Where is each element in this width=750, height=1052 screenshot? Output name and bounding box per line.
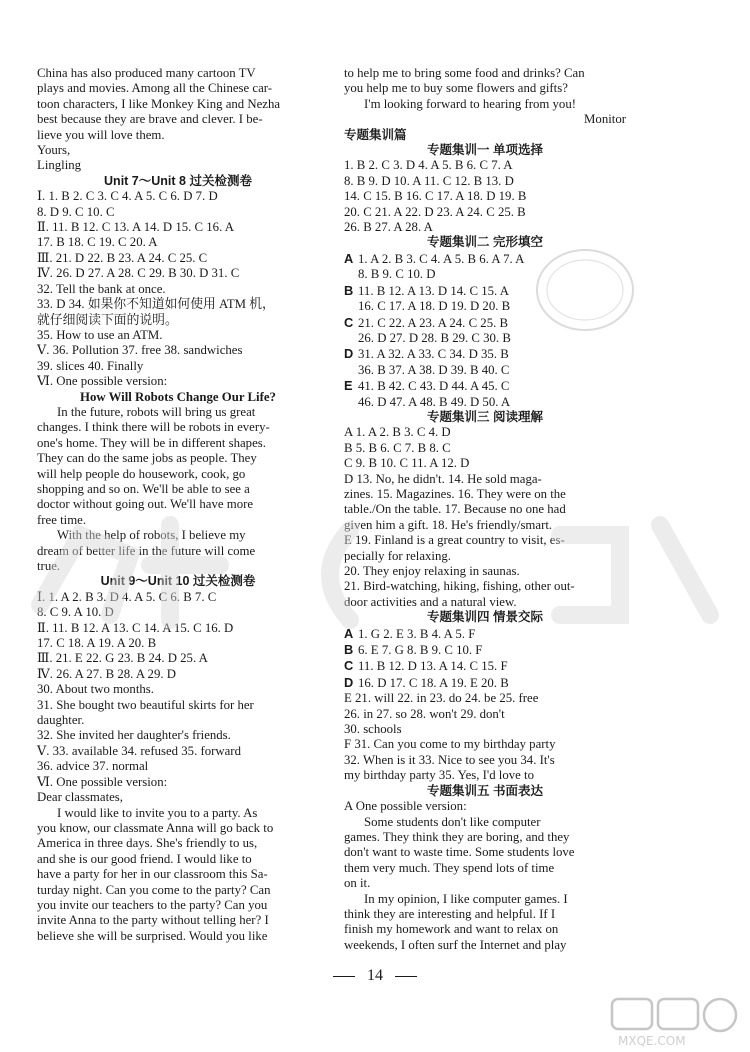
answer-line: Ⅵ. One possible version: xyxy=(37,774,168,789)
letter-line: America in three days. She's friendly to us, xyxy=(37,836,258,851)
left-column xyxy=(37,66,319,944)
answer-line: A One possible version: xyxy=(344,799,467,814)
letter-line: believe she will be surprised. Would you like xyxy=(37,928,268,943)
answer-text: 16. C 17. A 18. D 19. D 20. B xyxy=(358,299,511,314)
group-label: D xyxy=(344,346,354,362)
answer-line xyxy=(344,315,626,331)
letter-line: and she is our good friend. I would like to xyxy=(37,851,252,866)
answer-line: 39. slices 40. Finally xyxy=(37,358,144,373)
letter-line: have a party for her in our classroom this Sa- xyxy=(37,867,268,882)
unit-title: Unit 9～Unit 10 过关检测卷 xyxy=(100,574,256,589)
answer-line: 26. in 27. so 28. won't 29. don't xyxy=(344,706,505,721)
answer-text: 16. D 17. C 18. A 19. E 20. B xyxy=(358,675,509,690)
answer-text: 1. G 2. E 3. B 4. A 5. F xyxy=(358,626,476,641)
answer-text: 36. B 37. A 38. D 39. B 40. C xyxy=(358,362,510,377)
answer-text: 11. B 12. A 13. D 14. C 15. A xyxy=(358,283,509,298)
topic-title: 专题集训二 完形填空 xyxy=(427,235,543,250)
answer-line: 8. B 9. D 10. A 11. C 12. B 13. D xyxy=(344,173,514,188)
group-label: A xyxy=(344,250,354,266)
answer-line: 17. C 18. A 19. A 20. B xyxy=(37,636,157,651)
page-number xyxy=(0,968,750,983)
essay-title: How Will Robots Change Our Life? xyxy=(80,389,276,404)
essay-line: on it. xyxy=(344,876,371,891)
answer-line: Ⅰ. 1. A 2. B 3. D 4. A 5. C 6. B 7. C xyxy=(37,589,217,604)
answer-text: 41. B 42. C 43. D 44. A 45. C xyxy=(358,379,510,394)
answer-line xyxy=(344,626,626,642)
essay-line: think they are interesting and helpful. If I xyxy=(344,906,556,921)
essay-line: They can do the same jobs as people. They xyxy=(37,451,257,466)
answer-line: door activities and a natural view. xyxy=(344,594,517,609)
essay-line: games. They think they are boring, and they xyxy=(344,829,570,844)
answer-line: 32. When is it 33. Nice to see you 34. It's xyxy=(344,752,555,767)
answer-line: 8. C 9. A 10. D xyxy=(37,605,114,620)
topic-title: 专题集训一 单项选择 xyxy=(427,143,543,158)
page-number-text: 14 xyxy=(367,967,383,984)
letter-signature: Monitor xyxy=(584,112,626,127)
answer-line xyxy=(344,346,626,362)
answer-line: 21. Bird-watching, hiking, fishing, other out- xyxy=(344,579,575,594)
answer-line: Dear classmates, xyxy=(37,790,123,805)
unit-title: Unit 7～Unit 8 过关检测卷 xyxy=(104,173,252,188)
answer-line: 20. C 21. A 22. D 23. A 24. C 25. B xyxy=(344,204,526,219)
answer-line: B 5. B 6. C 7. B 8. C xyxy=(344,440,451,455)
answer-line: 30. schools xyxy=(344,722,402,737)
topic-title: 专题集训五 书面表达 xyxy=(427,783,543,798)
answer-line xyxy=(344,658,626,674)
essay-line: With the help of robots, I believe my xyxy=(57,528,246,543)
letter-line: I would like to invite you to a party. As xyxy=(57,805,258,820)
answer-line: 8. D 9. C 10. C xyxy=(37,204,115,219)
answer-text: 46. D 47. A 48. B 49. D 50. A xyxy=(358,394,511,409)
essay-line: changes. I think there will be robots in every- xyxy=(37,420,270,435)
answer-line: 31. She bought two beautiful skirts for her xyxy=(37,697,254,712)
letter-line: you invite our teachers to the party? Can you xyxy=(37,897,268,912)
answer-line: Ⅳ. 26. A 27. B 28. A 29. D xyxy=(37,666,176,681)
svg-text:MXQE.COM: MXQE.COM xyxy=(618,1034,686,1048)
topic-title: 专题集训三 阅读理解 xyxy=(427,409,543,424)
essay-line: them very much. They spend lots of time xyxy=(344,860,555,875)
answer-line: zines. 15. Magazines. 16. They were on the xyxy=(344,486,566,501)
answer-line: 32. Tell the bank at once. xyxy=(37,281,166,296)
essay-line: China has also produced many cartoon TV xyxy=(37,66,256,80)
essay-line: one's home. They will be in different shapes. xyxy=(37,435,266,450)
answer-text: 1. A 2. B 3. C 4. A 5. B 6. A 7. A xyxy=(358,251,525,266)
essay-closing: Lingling xyxy=(37,158,82,173)
group-label: B xyxy=(344,642,354,658)
answer-line: F 31. Can you come to my birthday party xyxy=(344,737,556,752)
essay-line: In my opinion, I like computer games. I xyxy=(364,891,568,906)
essay-line: true. xyxy=(37,559,61,573)
answer-line: E 19. Finland is a great country to visit, es- xyxy=(344,533,565,548)
answer-line: Ⅲ. 21. E 22. G 23. B 24. D 25. A xyxy=(37,651,208,666)
letter-closing: I'm looking forward to hearing from you! xyxy=(364,96,576,111)
answer-line xyxy=(344,363,626,378)
answer-line: 32. She invited her daughter's friends. xyxy=(37,728,231,743)
answer-line: E 21. will 22. in 23. do 24. be 25. free xyxy=(344,691,539,706)
essay-line: don't want to waste time. Some students love xyxy=(344,845,575,860)
answer-line xyxy=(344,675,626,691)
answer-line: C 9. B 10. C 11. A 12. D xyxy=(344,456,470,471)
essay-line: doctor without going out. We'll have more xyxy=(37,497,254,512)
essay-line: lieve you will love them. xyxy=(37,127,165,142)
essay-line: Some students don't like computer xyxy=(364,814,541,829)
answer-line: Ⅴ. 33. available 34. refused 35. forward xyxy=(37,743,241,758)
answer-line: 20. They enjoy relaxing in saunas. xyxy=(344,564,520,578)
answer-line: 33. D 34. 如果你不知道如何使用 ATM 机， xyxy=(37,297,275,312)
answer-line: 36. advice 37. normal xyxy=(37,759,149,774)
answer-line xyxy=(344,251,626,267)
essay-line: toon characters, I like Monkey King and Nezha xyxy=(37,96,281,111)
answer-line: Ⅴ. 36. Pollution 37. free 38. sandwiches xyxy=(37,343,243,358)
corner-logo xyxy=(610,995,745,1050)
answer-line: 就仔细阅读下面的说明。 xyxy=(37,312,178,327)
group-label: C xyxy=(344,658,354,674)
letter-line: you help me to buy some flowers and gifts? xyxy=(344,81,568,96)
answer-text: 31. A 32. A 33. C 34. D 35. B xyxy=(358,347,509,362)
answer-text: 11. B 12. D 13. A 14. C 15. F xyxy=(358,659,508,674)
essay-line: will help people do housework, cook, go xyxy=(37,466,246,481)
answer-line: 35. How to use an ATM. xyxy=(37,327,163,342)
answer-line: given him a gift. 18. He's friendly/smart. xyxy=(344,517,553,532)
answer-line: 30. About two months. xyxy=(37,682,154,697)
answer-line xyxy=(344,395,626,410)
essay-closing: Yours, xyxy=(37,143,71,158)
answer-line: Ⅵ. One possible version: xyxy=(37,374,168,389)
answer-text: 26. D 27. D 28. B 29. C 30. B xyxy=(358,330,511,345)
answer-line: 1. B 2. C 3. D 4. A 5. B 6. C 7. A xyxy=(344,158,513,173)
answer-line: my birthday party 35. Yes, I'd love to xyxy=(344,768,534,783)
answer-line: Ⅱ. 11. B 12. A 13. C 14. A 15. C 16. D xyxy=(37,620,234,635)
answer-line: daughter. xyxy=(37,713,85,728)
essay-line: shopping and so on. We'll be able to see a xyxy=(37,481,250,496)
answer-line: Ⅱ. 11. B 12. C 13. A 14. D 15. C 16. A xyxy=(37,220,235,235)
answer-line xyxy=(344,299,626,314)
answer-line: D 13. No, he didn't. 14. He sold maga- xyxy=(344,471,542,486)
essay-line: best because they are brave and clever. I be- xyxy=(37,112,263,127)
letter-line: invite Anna to the party without telling her? I xyxy=(37,913,269,928)
answer-line: Ⅲ. 21. D 22. B 23. A 24. C 25. C xyxy=(37,250,208,265)
answer-text: 21. C 22. A 23. A 24. C 25. B xyxy=(358,315,509,330)
topic-title: 专题集训四 情景交际 xyxy=(427,610,543,625)
essay-line: plays and movies. Among all the Chinese car- xyxy=(37,81,273,96)
answer-line: table./On the table. 17. Because no one had xyxy=(344,502,566,517)
essay-line: finish my homework and want to relax on xyxy=(344,922,559,937)
essay-line: weekends, I often surf the Internet and play xyxy=(344,937,567,952)
answer-text: 8. B 9. C 10. D xyxy=(358,267,436,282)
essay-line: free time. xyxy=(37,512,87,527)
answer-line xyxy=(344,283,626,299)
answer-line: 17. B 18. C 19. C 20. A xyxy=(37,235,158,250)
section-title: 专题集训篇 xyxy=(344,127,407,142)
group-label: E xyxy=(344,378,353,394)
letter-line: to help me to bring some food and drinks? Can xyxy=(344,66,585,80)
answer-text: 6. E 7. G 8. B 9. C 10. F xyxy=(358,643,483,658)
answer-line: 14. C 15. B 16. C 17. A 18. D 19. B xyxy=(344,189,527,204)
answer-line: Ⅳ. 26. D 27. A 28. C 29. B 30. D 31. C xyxy=(37,266,240,281)
right-column xyxy=(344,66,626,953)
group-label: A xyxy=(344,625,354,641)
letter-line: turday night. Can you come to the party? Can xyxy=(37,882,271,897)
group-label: C xyxy=(344,314,354,330)
essay-line: In the future, robots will bring us great xyxy=(57,404,256,419)
answer-line xyxy=(344,642,626,658)
answer-line: Ⅰ. 1. B 2. C 3. C 4. A 5. C 6. D 7. D xyxy=(37,189,218,204)
answer-line: pecially for relaxing. xyxy=(344,548,451,563)
answer-line xyxy=(344,378,626,394)
group-label: B xyxy=(344,282,354,298)
answer-line xyxy=(344,267,626,282)
answer-line: 26. B 27. A 28. A xyxy=(344,220,433,235)
letter-line: you know, our classmate Anna will go back to xyxy=(37,820,274,835)
answer-line xyxy=(344,331,626,346)
group-label: D xyxy=(344,674,354,690)
answer-line: A 1. A 2. B 3. C 4. D xyxy=(344,425,451,440)
essay-line: dream of better life in the future will come xyxy=(37,543,256,558)
